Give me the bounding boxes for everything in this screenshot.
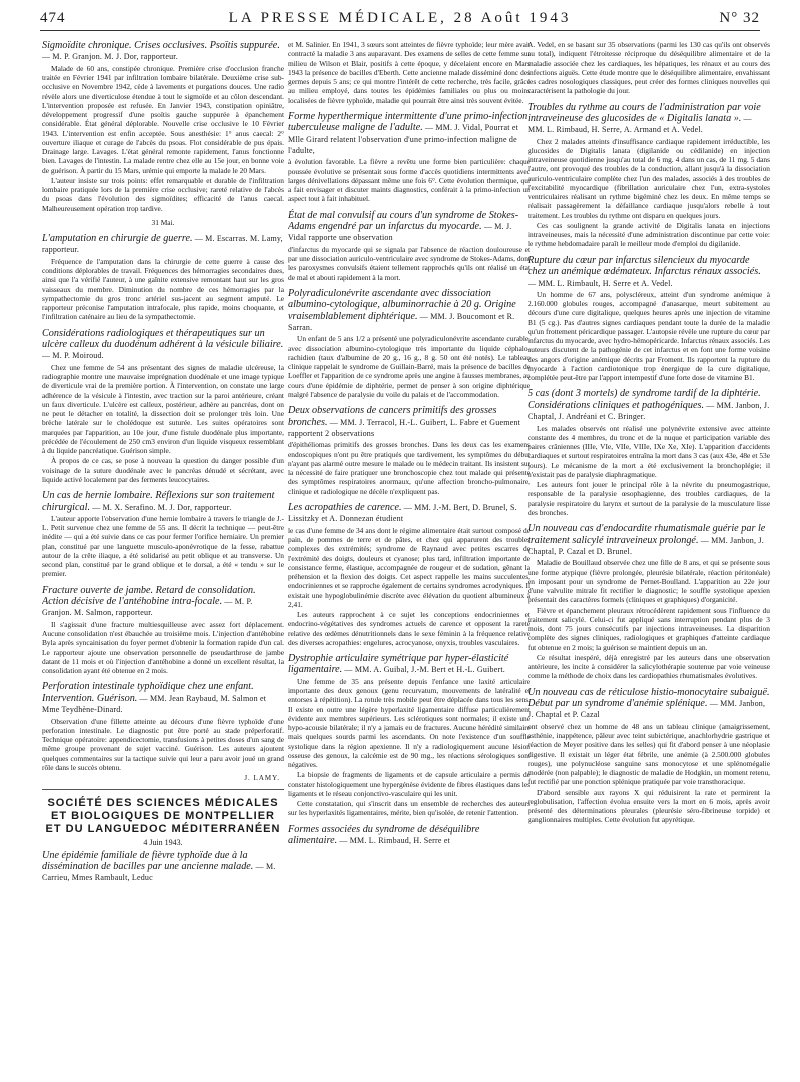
paragraph: Ces cas soulignent la grande activité de Digitalis lanata en injections intraveineuses, mais la nécessité d'une administration discontinue par cette voie: le rythme hebdomadaire paraît le meilleur mode d'emploi du digilanide. — [528, 220, 770, 249]
paragraph: d'infarctus du myocarde qui se signala par l'absence de réaction douloureuse et par une dissociation auriculo-ventriculaire avec syndrome de Stokes-Adams, dont les paroxysmes convulsifs étaient tellement rapprochés qu'ils ont réalisé un état de mal et abouti rapidement à la mort. — [288, 244, 530, 282]
society-date: 4 Juin 1943. — [143, 838, 183, 848]
society-line: ET DU LANGUEDOC MÉDITERRANÉEN — [45, 823, 281, 836]
title-text: Une épidémie familiale de fièvre typhoïde due à la dissémination de bacilles par une ancienne malade. — [42, 849, 254, 872]
article-epidemie — [42, 850, 284, 884]
paragraph: A. Vedel, en se basant sur 35 observations (parmi les 130 cas qu'ils ont observés au total), indiquent l'étroitesse réciproque du déséquilibre alimentaire et de la maladie associée chez les cardiaques, les hépatiques, les rénaux et au cours des infections aiguës. Cette étude montre que le déséquilibre alimentaire, envahissant les cadres nosologiques classiques, peut créer des formes cliniques nouvelles qui caractérisent la pathologie du jour. — [528, 40, 770, 96]
article-amputation — [42, 233, 284, 322]
article-authors: — MM. J. Terracol, H.-L. Guibert, L. Fabre et Guement rapportent 2 observations — [288, 417, 521, 439]
paragraph: À propos de ce cas, se pose à nouveau la question du danger possible d'un voisinage de la suture duodénale avec le pancréas dénudé et sécrétant, avec liquide activé localement par des ferments leucocytaires. — [42, 456, 284, 484]
article-authors: — MM. L. Rimbaud, H. Serre et — [337, 835, 451, 845]
article-title — [42, 850, 284, 884]
title-text: Un nouveau cas de réticulose histio-monocytaire subaiguë. Début par un syndrome d'anémie splénique. — [528, 686, 770, 710]
article-authors: — M. J. Vidal rapporte une observation — [288, 222, 512, 243]
society-heading — [42, 797, 284, 836]
paragraph: D'abord sensible aux rayons X qui réduisirent la rate et permirent la reglobulisation, l'affection évolua ensuite vers la mort en 6 mois, après avoir présenté des déterminations pleurales (pleurésie séro-fibrineuse torpide) et ganglionnaires multiples. Cette évolution fut apyrétique. — [528, 787, 770, 825]
article-title — [288, 502, 530, 525]
title-text: Polyradiculonévrite ascendante avec dissociation albumino-cytologique, albuminorrachie à 20 g. Origine vraisemblablement diphtérique. — [288, 287, 516, 322]
paragraph: Malade de 60 ans, constipée chronique. Première crise d'occlusion franche traitée en Février 1941 par infiltration lombaire bilatérale. Deuxième crise sub-occlusive en Novembre 1942, cède à lavements et purgations douces. Une radio révèle alors une diverticulose étendue à tout le sigmoïde et au côlon descendant. L'intervention proposée est refusée. En Janvier 1943, constipation opiniâtre, développement progressif d'une psoïtis gauche suppurée à épanchement considérable. État général déplorable. Nouvelle crise occlusive le 10 Février 1943. L'intervention est enfin acceptée. Sous anesthésie: 1° anus caecal: 2° ouverture iliaque et curage de l'abcès du psoas. Flot considérable de pus épais. Drainage large. Lavages. L'état général remonte rapidement, l'anus fonctionne bien. Lavages de l'intestin. La malade rentre chez elle au 15e jour, en bonne voie de guérison. À partir du 15 Mars, urémie qui emporte la malade le 20 Mars. — [42, 63, 284, 175]
title-text: Troubles du rythme au cours de l'administration par voie intraveineuse des glucosides de « Digitalis lanata ». — [528, 101, 761, 124]
article-fracture — [42, 585, 284, 676]
title-text: Les acropathies de carence. — [288, 501, 402, 513]
article-acropathies — [288, 502, 530, 647]
title-text: Forme hyperthermique intermittente d'une primo-infection tuberculeuse maligne de l'adulte. — [288, 110, 528, 134]
article-title — [42, 490, 284, 513]
title-text: Rupture du cœur par infarctus silencieux du myocarde chez un anémique œdémateux. Infarctus rénaux associés. — [528, 254, 761, 278]
article-polyradiculonevrite — [288, 288, 530, 399]
paragraph: Chez une femme de 54 ans présentant des signes de maladie ulcéreuse, la radiographie montre une mauvaise imprégnation duodénale et une image typique de diverticule vrai de la première portion. À l'intervention, on constate une large adhérence de la vésicule à l'intestin, avec traction sur la paroi antérieure, créant un faux diverticule. L'ulcère est calleux, postérieur, adhère au pancréas, dont on ne peut le détacher en totalité, la dissection doit se prolonger très loin. Une brèche latérale sur le cholédoque est suturée. Les suites opératoires sont marquées par l'apparition, au 10e jour, d'une fistule duodénale plus importante, précédée de l'écoulement de 250 cm3 environ d'un liquide visqueux ressemblant à du liquide pancréatique. Guérison simple. — [42, 362, 284, 456]
paragraph: Un enfant de 5 ans 1/2 a présenté une polyradiculonévrite ascendante curable, avec dissociation albumino-cytologique très importante du liquide céphalo-rachidien (taux d'albumine de 20 g., 16 g., 8 g. 50 ont été notés). Le tableau clinique rappelait le syndrome de Guillain-Barré, mais la présence de bacilles de Loeffler et l'apparition de ce syndrome après une angine à fausses membranes, au cours d'une épidémie de diphtérie, permet de penser à son origine diphtérique malgré l'absence de paralysie du voile du palais et de l'accommodation. — [288, 334, 530, 399]
article-dystrophie — [288, 653, 530, 818]
column-left — [42, 40, 284, 1072]
article-epidemie-cont — [288, 40, 530, 105]
title-text: Un nouveau cas d'endocardite rhumatismale guérie par le traitement salicylé intraveineux prolongé. — [528, 523, 766, 546]
article-title — [42, 233, 284, 256]
article-rupture-coeur — [528, 255, 770, 383]
paragraph: le cas d'une femme de 34 ans dont le régime alimentaire était surtout composé de pain, de pommes de terre et de pâtes, et chez qui apparurent des troubles complexes des extrémités; syndrome de Raynaud avec petites escarres de l'extrémité des doigts, douleurs et cyanose; plus tard, infiltration importante de consistance ferme, élastique, accompagnée de rougeur et de sudation, gênant la préhension et la flexion des doigts. Cet aspect rappelle les mains succulentes, endocriniennes et se rapproche également de certains syndromes acrodyniques. Il existait une hypoglobulinémie discrète avec élévation du quotient albumineux à 2,41. — [288, 525, 530, 609]
paragraph: ont observé chez un homme de 48 ans un tableau clinique (amaigrissement, asthénie, inappétence, pâleur avec teint subictérique, anachlorhydrie gastrique et réaction de Meyer positive dans les selles) qui fit d'abord penser à une néoplasie digestive. Il existait un léger état fébrile, une anémie (à 2.500.000 globules rouges), une polynucléose sanguine sans monocytose et une splénomégalie modérée (non palpable); le diagnostic de maladie de Hodgkin, un moment retenu, fut rectifié par une ponction splénique pratiquée par voie transthoracique. — [528, 721, 770, 787]
article-title — [528, 255, 770, 289]
article-endocardite — [528, 523, 770, 680]
article-perforation — [42, 681, 284, 783]
article-hernie — [42, 490, 284, 579]
article-authors: — M. P. Moiroud. — [42, 351, 104, 361]
journal-title: LA PRESSE MÉDICALE, 28 Août 1943 — [228, 10, 572, 26]
article-ulcere — [42, 328, 284, 484]
paragraph: Les auteurs font jouer le principal rôle à la névrite du pneumogastrique, responsable de la paralysie œsophagienne, des troubles cardiaques, de la paralysie respiratoire du larynx et surtout de la paralysie de la musculature lisse des bronches. — [528, 480, 770, 517]
paragraph: Fréquence de l'amputation dans la chirurgie de cette guerre à cause des conditions déplorables de travail. Fréquences des hémorragies secondaires dues, ainsi que l'a vérifié l'auteur, à une gaînite extensive remontant haut sur les gros vaisseaux du membre. Diminution du nombre de ces hémorragies par la sympathectomie du gros tronc artériel sus-jacent au segment amputé. Le rapporteur préconise l'amputation intrafocale, plus rapide, moins choquante, et l'infiltration caténaire au lieu de la sympathectomie. — [42, 256, 284, 322]
society-line: SOCIÉTÉ DES SCIENCES MÉDICALES — [47, 797, 279, 810]
paragraph: à évolution favorable. La fièvre a revêtu une forme bien particulière: chaque poussée évolutive se présentait sous forme d'accès quotidiens intermittents avec larges dénivellations dépassant même une fois 6°. Cette évolution thermique, qui a fait envisager et discuter maints diagnostics, conférait à la primo-infection un aspect tout à fait inhabituel. — [288, 157, 530, 204]
title-text: État de mal convulsif au cours d'un syndrome de Stokes-Adams engendré par un infarctus du myocarde. — [288, 209, 519, 233]
title-text: Perforation intestinale typhoïdique chez une enfant. Intervention. Guérison. — [42, 681, 254, 704]
article-title — [288, 824, 530, 847]
article-desequilibre — [288, 824, 530, 847]
column-middle — [288, 40, 530, 1072]
title-text: Fracture ouverte de jambe. Retard de consolidation. Action décisive de l'antéhobine intra-focale. — [42, 584, 256, 608]
article-reticulose — [528, 687, 770, 825]
article-title — [42, 681, 284, 715]
session-date: 31 Mai. — [151, 217, 175, 227]
divider — [42, 789, 284, 790]
paragraph: Une femme de 35 ans présente depuis l'enfance une laxité articulaire importante des deux genoux (genu recurvatum, mouvements de latéralité et entorses à répétition). La rotule très mobile peut être déplacée dans tous les sens. Il existe en outre une légère hyperlaxité ligamentaire diffuse particulièrement évidente aux membres supérieurs. Les sclérotiques sont normales; il existe une hypo-acousie bilatérale; il n'y a jamais eu de fractures. Aucune hérédité similaire mais quelques sourds parmi les ascendants. On note l'existence d'un souffle systolique dans la région apexienne. Il n'y a radiologiquement aucune lésion osseuse des genoux, la calcémie est de 90 mg., les réactions sérologiques sont négatives. — [288, 676, 530, 770]
article-digitalis — [528, 102, 770, 249]
paragraph: L'auteur apporte l'observation d'une hernie lombaire à travers le triangle de J.-L. Petit survenue chez une femme de 55 ans. Il décrit la technique — peut-être inédite — qui a été suivie dans ce cas pour fermer l'orifice herniaire. Un premier plan, constitué par une languette musculo-aponévrotique de la fesse, rabattue autour de la crête iliaque, a été solidarisé au petit oblique et au transverse. Un second plan, constitué par le grand oblique et le dorsal, a été « tendu » sur le premier. — [42, 513, 284, 579]
title-text: Dystrophie articulaire symétrique par hyper-élasticité ligamentaire. — [288, 653, 509, 676]
article-cancers-bronches — [288, 405, 530, 496]
article-authors: — M. Escarras. M. Lamy, rapporteur. — [42, 234, 283, 255]
paragraph: Observation d'une fillette atteinte au décours d'une fièvre typhoïde d'une perforation intestinale. Le diagnostic put être porté au stade préperforatif. Technique opératoire: appendicectomie, transfusions à petites doses d'un sang de même groupe provenant de sujet vacciné. Guérison. Les auteurs ajoutent quelques commentaires sur la tactique suivie qui leur a paru avoir joué un grand rôle dans le succès obtenu. — [42, 716, 284, 772]
article-stokes-adams — [288, 210, 530, 282]
title-text: Sigmoïdite chronique. Crises occlusives. Psoïtis suppurée. — [42, 40, 280, 51]
title-text: Un cas de hernie lombaire. Réflexions sur son traitement chirurgical. — [42, 490, 275, 513]
column-right — [528, 40, 770, 1072]
article-authors: — M. X. Serafino. M. J. Dor, rapporteur. — [90, 502, 232, 512]
page-number: 474 — [40, 10, 66, 26]
article-primo-infection — [288, 111, 530, 204]
article-authors: — MM. L. Rimbault, H. Serre et A. Vedel. — [528, 278, 673, 288]
article-title — [42, 40, 284, 63]
title-text: Deux observations de cancers primitifs des grosses bronches. — [288, 405, 497, 428]
paragraph: Il s'agissait d'une fracture multiesquilleuse avec assez fort déplacement. Aucune consolidation n'est ébauchée au troisième mois. L'injection d'antéhobine Byla après syncainisation du foyer permet d'obtenir la formation rapide d'un cal. Le rapporteur ajoute une observation personnelle de pseudarthrose de jambe datant de 11 mois et où l'injection d'antéhobine a donné un excellent résultat, la consolidation ayant été obtenue en 2 mois. — [42, 619, 284, 676]
article-authors: — MM. Janbon, J. Chaptal, P. Cazal et D. Brunel. — [528, 535, 764, 556]
article-title — [288, 653, 530, 676]
article-authors: — M. Carrieu, Mmes Rambault, Leduc — [42, 862, 276, 883]
paragraph: L'auteur insiste sur trois points: effet remarquable et durable de l'infiltration lombaire pratiquée lors de la première crise occlusive; rareté relative de l'abcès du psoas dans l'évolution des sigmoïdites; efficacité de l'anus caecal. Malheureusement opération trop tardive. — [42, 175, 284, 213]
page-header — [40, 8, 760, 31]
issue-number: N° 32 — [719, 10, 760, 26]
paragraph: Les auteurs rapprochent à ce sujet les conceptions endocriniennes et endocrino-végétatives des syndromes actuels de carence et opposent la rareté relative des œdèmes dénutritionnels dans le sexe féminin à la fréquence relative des diverses acropathies: engelures, acrocyanose, onyxis, troubles vasculaires. — [288, 610, 530, 647]
article-authors: — MM. Janbon, J. Chaptal et P. Cazal — [528, 699, 766, 720]
paragraph: et M. Salinier. En 1941, 3 sœurs sont atteintes de fièvre typhoïde; leur mère avait contracté la maladie 3 ans auparavant. Des examens de selles de cette femme sur milieu de Wilson et Blair, positifs à cette époque, y décelaient encore en Mars 1943 la présence de bacilles d'Eberth. Cette ancienne malade disséminé donc des germes depuis 5 ans; ce qui montre l'intérêt de cette recherche, très facile, grâce au milieu employé, dans toutes les épidémies familiales ou plus ou moins localisées de fièvre typhoïde, maladie qui pourrait être ainsi très souvent évitée. — [288, 40, 530, 105]
paragraph: Les malades observés ont réalisé une polynévrite extensive avec atteinte constante des 4 membres, du tronc et de la nuque et participation variable des paires crâniennes (IIIe, VIe, VIIe, VIIIe, IXe Xe, XIe). L'apparition d'accidents cardiaques et surtout respiratoires entraîna la mort dans 3 cas (aux 43e, 48e et 53e jours). Le mécanisme de la mort a été exclusivement la bronchoplégie; il n'existait pas de paralysie diaphragmatique. — [528, 423, 770, 479]
article-authors: — MM. Janbon, J. Chaptal, J. Andréani et C. Bringer. — [528, 400, 770, 422]
article-title — [528, 523, 770, 557]
article-authors: — MM. L. Rimbaud, H. Serre, A. Armand et A. Vedel. — [528, 113, 752, 135]
paragraph: d'épithéliomas primitifs des grosses bronches. Dans les deux cas les examens endoscopiques n'ont pu être pratiqués que tardivement, les symptômes du début n'ayant pas alarmé outre mesure le malade ou le médecin traitant. Ils insistent sur la nécessité de faire pratiquer une bronchoscopie chez tout malade qui présente des symptômes respiratoires anormaux, qu'une affection broncho-pulmonaire, clinique et radiologique ne décèle n'expliquent pas. — [288, 440, 530, 496]
title-text: Considérations radiologiques et thérapeutiques sur un ulcère calleux du duodénum adhérent à la vésicule biliaire. — [42, 327, 284, 351]
article-authors: — M. P. Granjon. M. J. Dor, rapporteur. — [42, 52, 178, 62]
article-title — [528, 102, 770, 136]
article-title — [288, 288, 530, 334]
paragraph: Un homme de 67 ans, polyscléreux, atteint d'un syndrome anémique à 2.160.000 globules rouges, accompagné d'anasarque, meurt subitement au décours d'une cure digitalique, quelques heures après une injection de vitamine B1 (5 cg.). Pas d'autres signes cardiaques pendant toute la durée de la maladie qu'un frottement péricardique passager. L'autopsie révèle une rupture du cœur par infarctus du myocarde, avec hydro-hémopéricarde. Infarctus rénaux associés. Les auteurs discutent de la pathogénie de cet infarctus et en font une forme voisine des angors d'origine anémique décrits par Froment. Ils rapportent la rupture du myocarde à l'action cardiotonique trop énergique de la cure digitalique, complétée peut-être par l'apport intempestif d'une forte dose de vitamine B1. — [528, 289, 770, 383]
article-title — [42, 585, 284, 619]
article-authors: — MM. Jean Raybaud, M. Salmon et Mme Teydhène-Dinard. — [42, 693, 267, 715]
article-title — [288, 210, 530, 244]
article-desequilibre-cont — [528, 40, 770, 96]
article-sigmoidite — [42, 40, 284, 227]
article-title — [528, 388, 770, 422]
paragraph: Ce résultat inespéré, déjà enregistré par les auteurs dans une observation antérieure, les incite à considérer la salicylothérapie soutenue par voie veineuse comme la méthode de choix dans les cardiopathies rhumatismales évolutives. — [528, 652, 770, 681]
article-title — [288, 111, 530, 157]
article-title — [42, 328, 284, 362]
society-line: ET BIOLOGIQUES DE MONTPELLIER — [51, 810, 275, 823]
article-authors: — MM. J. Vidal, Pourrat et Mlle Girard relatent l'observation d'une primo-infection maligne de l'adulte, — [288, 123, 518, 155]
signature: J. LAMY. — [244, 774, 280, 783]
title-text: Formes associées du syndrome de déséquilibre alimentaire. — [288, 823, 480, 846]
title-text: 5 cas (dont 3 mortels) de syndrome tardif de la diphtérie. Considérations cliniques et pathogéniques. — [528, 388, 761, 411]
article-authors: — MM. A. Guibal, J.-M. Bert et H.-L. Guibert. — [342, 665, 505, 675]
article-diphterie — [528, 388, 770, 517]
article-authors: — M. P. Granjon. M. Salmon, rapporteur. — [42, 597, 253, 618]
article-title — [528, 687, 770, 721]
paragraph: Cette constatation, qui s'inscrit dans un ensemble de recherches des auteurs sur les hyperlaxités ligamentaires, mérite, bien qu'isolée, de retenir l'attention. — [288, 799, 530, 818]
title-text: L'amputation en chirurgie de guerre. — [42, 233, 193, 245]
paragraph: Chez 2 malades atteints d'insuffisance cardiaque rapidement irréductible, les glucosides de Digitalis lanata (digilanide ou cédilanide) en injection intraveineuse quotidienne jusqu'au total de 6 mg. 4 dans un cas, de 11 mg. 5 dans l'autre, ont provoqué des troubles de la conduction, allant jusqu'à la dissociation auriculo-ventriculaire complète chez l'un des malades, associés à des troubles de l'excitabilité myocardique (fibrillation auriculaire chez l'un, extra-systoles ventriculaires réalisant un rythme bigéminé chez les deux. En même temps se réalisait passagèrement la défaillance cardiaque jusqu'alors rebelle à tout traitement. Les troubles du rythme ont disparu en quelques jours. — [528, 136, 770, 220]
paragraph: Fièvre et épanchement pleuraux rétrocédèrent rapidement sous l'influence du traitement salicylé. Celui-ci fut appliqué sans interruption pendant plus de 3 mois, dont 75 jours consécutifs par injections intraveineuses. La disparition complète des signes cliniques, radiologiques et graphiques d'atteinte cardiaque fut obtenue en 2 mois; la guérison se maintient depuis un an. — [528, 605, 770, 652]
article-authors: — MM. J. Boucomont et R. Sarran. — [288, 311, 515, 333]
article-authors: — MM. J.-M. Bert, D. Brunel, S. Lissitzky et A. Donnezan étudient — [288, 502, 517, 524]
paragraph: La biopsie de fragments de ligaments et de capsule articulaire a permis de constater histologiquement une hypergénèse évidente de fibres élastiques dans les ligaments et le réseau conjonctivo-vasculaire qui les unit. — [288, 770, 530, 798]
article-title — [288, 405, 530, 439]
paragraph: Maladie de Bouillaud observée chez une fille de 8 ans, et qui se présente sous une forme atypique (fièvre prolongée, pleurésie bilatérale, réaction péritonéale) en imposant pour un syndrome de Pernet-Boulland. L'apparition au 22e jour d'une valvulite mitrale fit rectifier le diagnostic; le souffle systolique apexien présentait des caractères formels (cliniques et graphiques) d'organicité. — [528, 558, 770, 605]
